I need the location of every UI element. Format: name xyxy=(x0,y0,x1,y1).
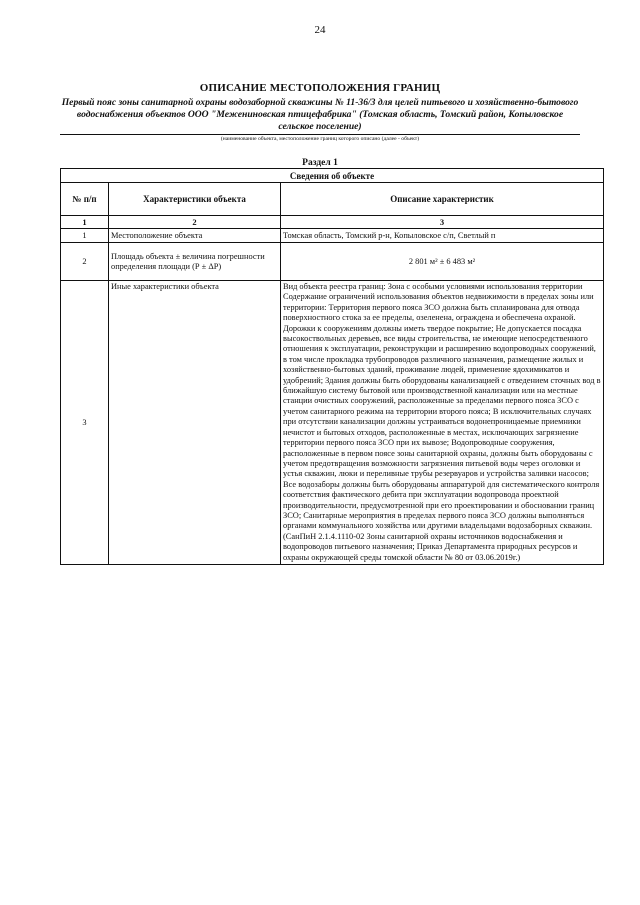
header-description: Описание характеристик xyxy=(281,183,604,216)
column-index: 3 xyxy=(281,216,604,229)
header-num: № п/п xyxy=(61,183,109,216)
row-num: 1 xyxy=(61,229,109,243)
subtitle-underline xyxy=(60,134,580,135)
row-description: Томская область, Томский р-н, Копыловское с/п, Светлый п xyxy=(281,229,604,243)
table-caption: Сведения об объекте xyxy=(61,169,604,183)
table-caption-row xyxy=(61,169,604,183)
row-description: 2 801 м² ± 6 483 м² xyxy=(281,243,604,281)
table-row xyxy=(61,229,604,243)
table-row xyxy=(61,243,604,281)
column-index: 2 xyxy=(109,216,281,229)
row-description: Вид объекта реестра границ: Зона с особыми условиями использования территории Содержание ограничений использования объектов недвижимости в пределах зоны или территории: Территория первого пояса ЗСО должна быть спланирована для отвода поверхностного стока за ее пределы, озеленена, ограждена и обеспечена охраной. Дорожки к сооружениям должны иметь твердое покрытие; Не допускается посадка высокоствольных деревьев, все виды строительства, не имеющие непосредственного отношения к эксплуатации, реконструкции и расширению водопроводных сооружений, в том числе прокладка трубопроводов различного назначения, размещение жилых и хозяйственно-бытовых зданий, проживание людей, применение ядохимикатов и удобрений; Здания должны быть оборудованы канализацией с отведением сточных вод в ближайшую систему бытовой или производственной канализации или на местные станции очистных сооружений, расположенные за пределами первого пояса ЗСО с учетом санитарного режима на территории второго пояса; В исключительных случаях при отсутствии канализации должны устраиваться водонепроницаемые приемники нечистот и бытовых отходов, расположенные в местах, исключающих загрязнение территории первого пояса ЗСО при их вывозе; Водопроводные сооружения, расположенные в первом поясе зоны санитарной охраны, должны быть оборудованы с учетом предотвращения возможности загрязнения питьевой воды через оголовки и устья скважин, люки и переливные трубы резервуаров и устройства заливки насосов; Все водозаборы должны быть оборудованы аппаратурой для систематического контроля соответствия фактического дебита при эксплуатации водопровода проектной производительности, предусмотренной при его проектировании и обосновании границ ЗСО; Санитарные мероприятия в пределах первого пояса ЗСО должны выполняться органами коммунального хозяйства или другими владельцами водозаборных скважин. (СанПиН 2.1.4.1110-02 Зоны санитарной охраны источников водоснабжения и водопроводов питьевого назначения; Приказ Департамента природных ресурсов и охраны окружающей среды томской области № 80 от 03.06.2019г.) xyxy=(281,281,604,565)
subtitle-note: (наименование объекта, местоположение границ которого описано (далее - объект) xyxy=(220,136,420,142)
object-subtitle: Первый пояс зоны санитарной охраны водозаборной скважины № 11-36/3 для целей питьевого и хозяйственно-бытового водоснабжения объектов ООО "Межениновская птицефабрика" (Томская область, Томский район, Копыловское сельское поселение) xyxy=(61,97,579,132)
row-num: 3 xyxy=(61,281,109,565)
row-num: 2 xyxy=(61,243,109,281)
table-header-row xyxy=(61,183,604,216)
table-row xyxy=(61,281,604,565)
column-index: 1 xyxy=(61,216,109,229)
row-characteristic: Иные характеристики объекта xyxy=(109,281,281,565)
header-characteristics: Характеристики объекта xyxy=(109,183,281,216)
object-info-table xyxy=(60,168,604,565)
page-number: 24 xyxy=(314,24,326,36)
document-title: ОПИСАНИЕ МЕСТОПОЛОЖЕНИЯ ГРАНИЦ xyxy=(199,82,441,94)
section-label: Раздел 1 xyxy=(302,158,338,168)
row-characteristic: Местоположение объекта xyxy=(109,229,281,243)
column-index-row xyxy=(61,216,604,229)
row-characteristic: Площадь объекта ± величина погрешности определения площади (Р ± ΔР) xyxy=(109,243,281,281)
